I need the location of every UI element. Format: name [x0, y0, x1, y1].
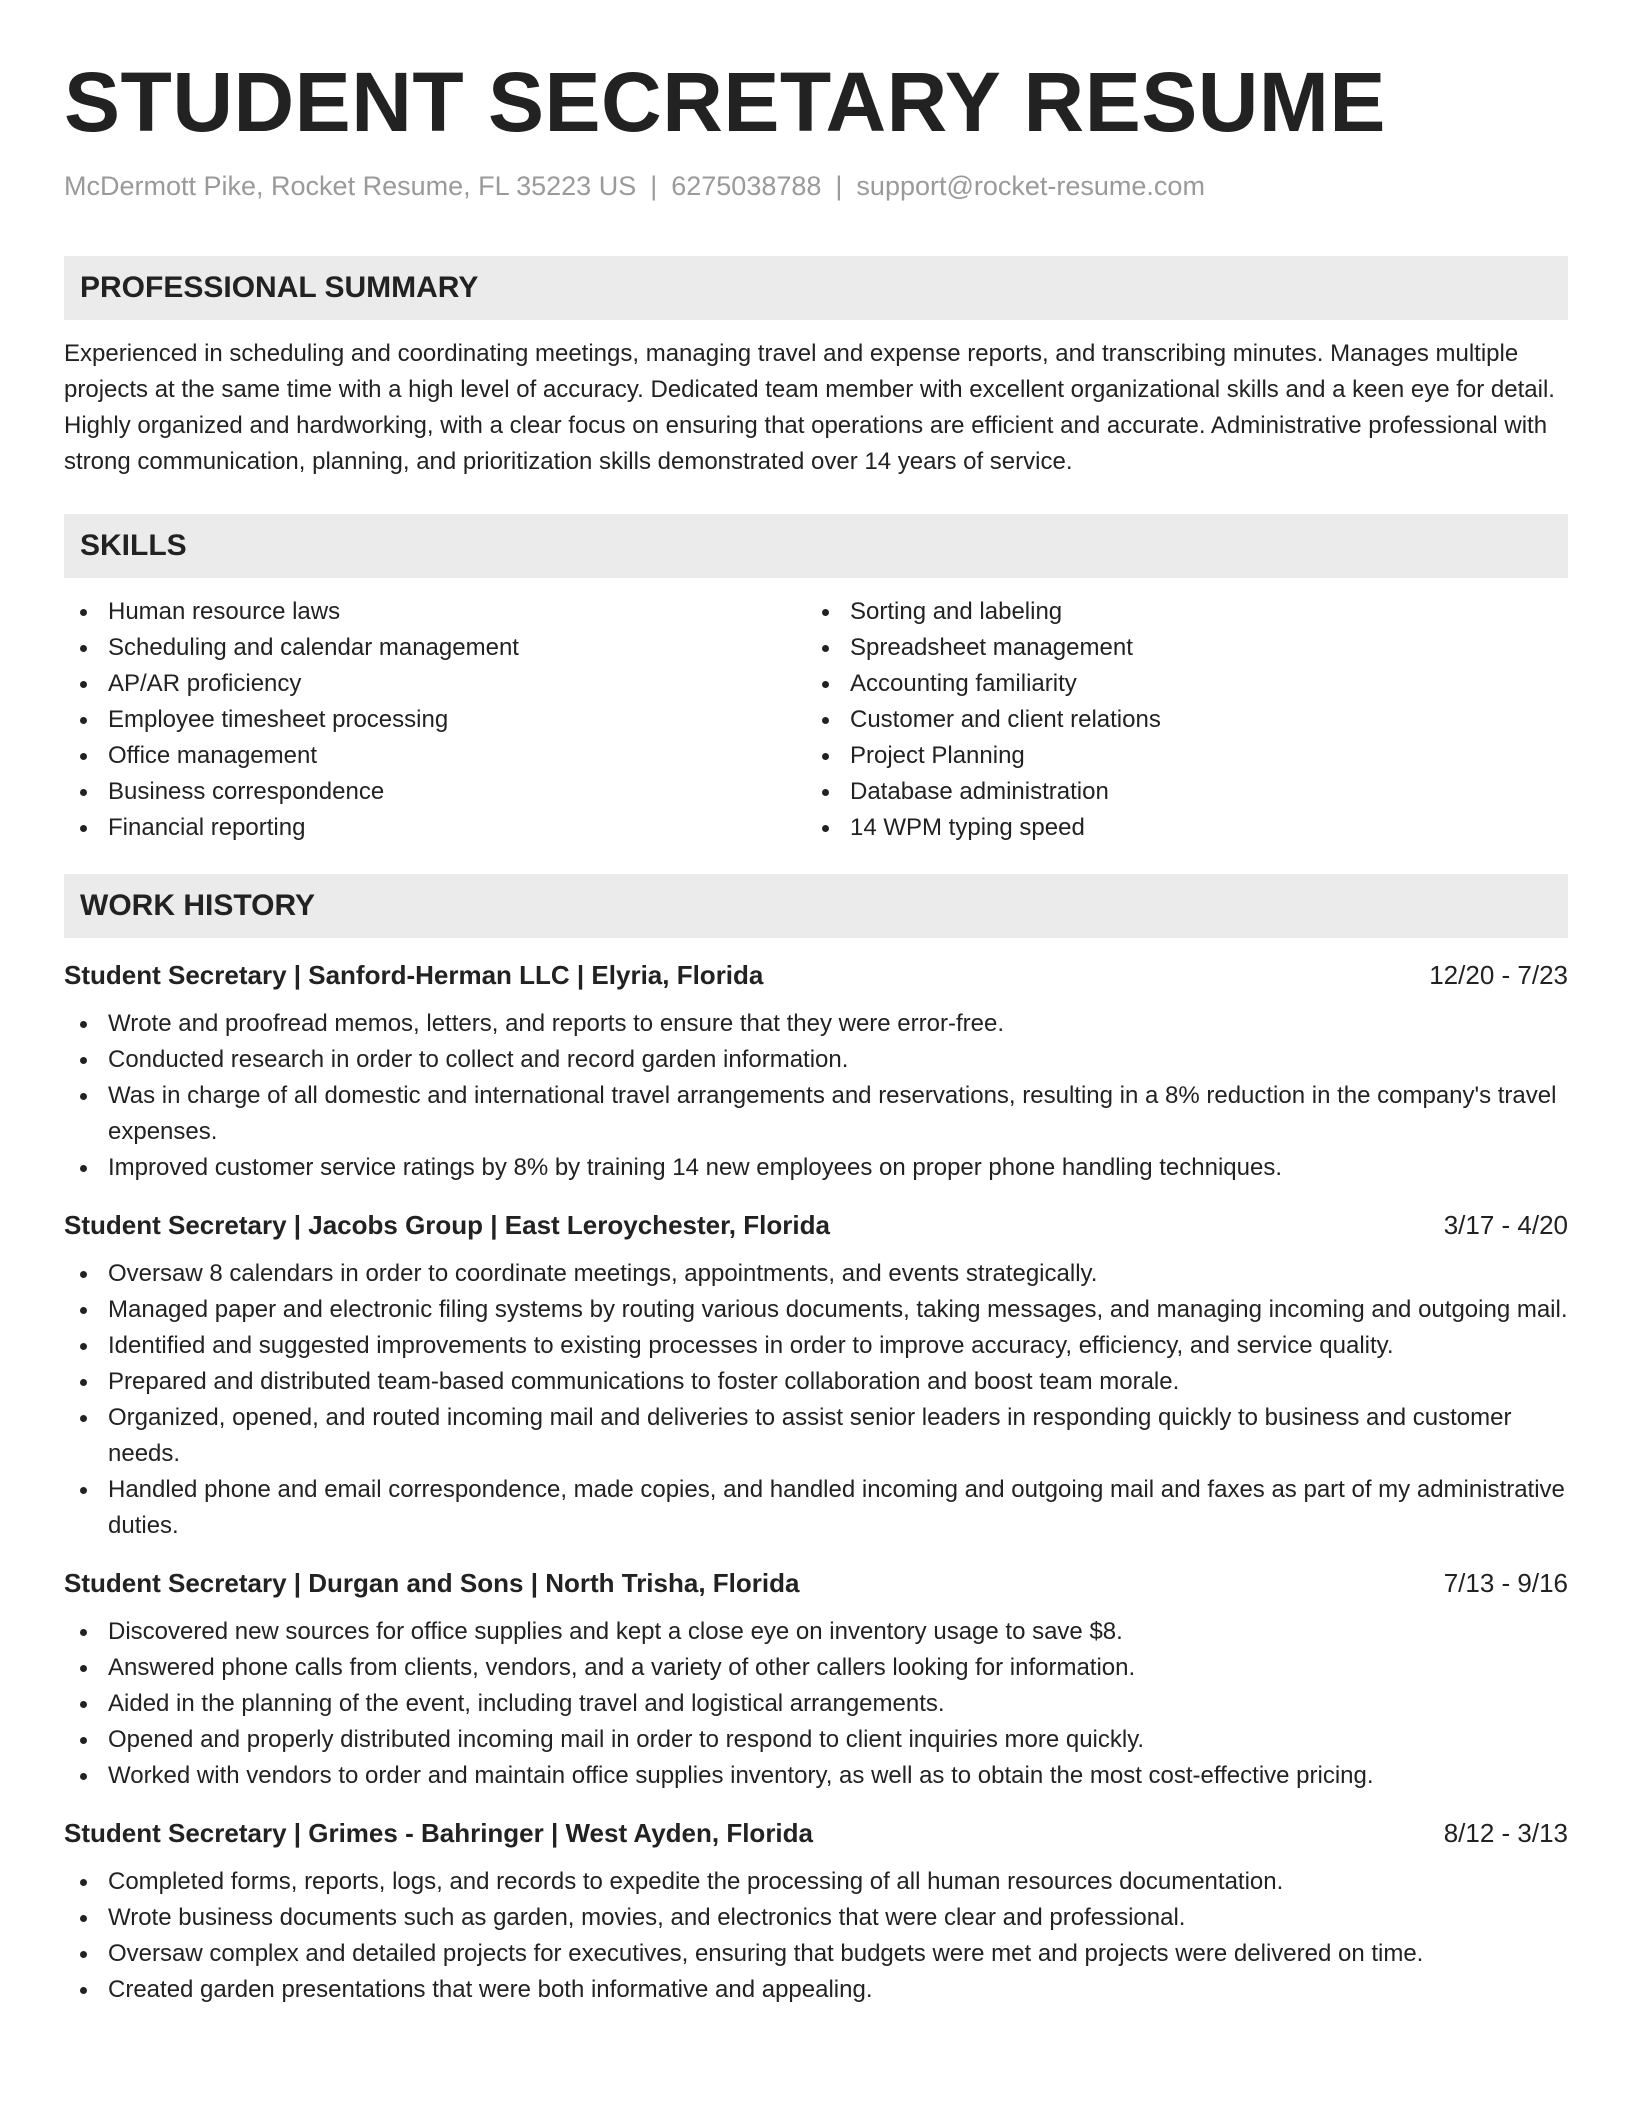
skill-item: 14 WPM typing speed [806, 810, 1548, 846]
contact-line [64, 168, 1568, 204]
job-duty-item: Created garden presentations that were both informative and appealing. [64, 1972, 1568, 2008]
contact-separator: | [650, 171, 658, 201]
job-duty-item: Answered phone calls from clients, vendors, and a variety of other callers looking for information. [64, 1650, 1568, 1686]
job-duties [64, 1614, 1568, 1794]
skill-item: Scheduling and calendar management [64, 630, 806, 666]
job-duty-item: Organized, opened, and routed incoming mail and deliveries to assist senior leaders in responding quickly to business and customer needs. [64, 1400, 1568, 1472]
job-duty-item: Handled phone and email correspondence, made copies, and handled incoming and outgoing mail and faxes as part of my administrative duties. [64, 1472, 1568, 1544]
summary-heading: PROFESSIONAL SUMMARY [64, 256, 1568, 320]
skill-item: Human resource laws [64, 594, 806, 630]
job-header [64, 1564, 1568, 1602]
job-duty-item: Oversaw complex and detailed projects for executives, ensuring that budgets were met and projects were delivered on time. [64, 1936, 1568, 1972]
skill-item: Database administration [806, 774, 1548, 810]
skill-item: Business correspondence [64, 774, 806, 810]
skill-item: Sorting and labeling [806, 594, 1548, 630]
job-header [64, 1814, 1568, 1852]
skills-column-left [64, 594, 806, 846]
skill-item: Financial reporting [64, 810, 806, 846]
job-duty-item: Managed paper and electronic filing systems by routing various documents, taking messages, and managing incoming and outgoing mail. [64, 1292, 1568, 1328]
skill-item: Spreadsheet management [806, 630, 1548, 666]
job-duty-item: Identified and suggested improvements to existing processes in order to improve accuracy, efficiency, and service quality. [64, 1328, 1568, 1364]
job-header [64, 1206, 1568, 1244]
job-duty-item: Conducted research in order to collect and record garden information. [64, 1042, 1568, 1078]
job-duty-item: Aided in the planning of the event, including travel and logistical arrangements. [64, 1686, 1568, 1722]
job-dates: 8/12 - 3/13 [1443, 1818, 1568, 1848]
job-duties [64, 1256, 1568, 1544]
job-duty-item: Oversaw 8 calendars in order to coordinate meetings, appointments, and events strategically. [64, 1256, 1568, 1292]
job-entry [64, 1564, 1568, 1794]
contact-phone: 6275038788 [671, 171, 822, 201]
job-duty-item: Was in charge of all domestic and international travel arrangements and reservations, resulting in a 8% reduction in the company's travel expenses. [64, 1078, 1568, 1150]
job-entry [64, 956, 1568, 1186]
job-duty-item: Wrote and proofread memos, letters, and reports to ensure that they were error-free. [64, 1006, 1568, 1042]
job-dates: 12/20 - 7/23 [1429, 960, 1568, 990]
skill-item: Office management [64, 738, 806, 774]
job-title: Student Secretary | Sanford-Herman LLC | Elyria, Florida [64, 960, 764, 990]
job-duty-item: Worked with vendors to order and maintain office supplies inventory, as well as to obtain the most cost-effective pricing. [64, 1758, 1568, 1794]
job-duty-item: Opened and properly distributed incoming mail in order to respond to client inquiries more quickly. [64, 1722, 1568, 1758]
skill-item: Employee timesheet processing [64, 702, 806, 738]
contact-address: McDermott Pike, Rocket Resume, FL 35223 US [64, 171, 637, 201]
work-history-heading: WORK HISTORY [64, 874, 1568, 938]
job-duty-item: Discovered new sources for office supplies and kept a close eye on inventory usage to save $8. [64, 1614, 1568, 1650]
contact-separator: | [835, 171, 843, 201]
contact-email: support@rocket-resume.com [856, 171, 1205, 201]
job-title: Student Secretary | Jacobs Group | East Leroychester, Florida [64, 1210, 830, 1240]
skill-item: Customer and client relations [806, 702, 1548, 738]
skills-column-right [806, 594, 1548, 846]
skills-list [64, 594, 1568, 846]
job-duty-item: Prepared and distributed team-based communications to foster collaboration and boost team morale. [64, 1364, 1568, 1400]
summary-text: Experienced in scheduling and coordinating meetings, managing travel and expense reports, and transcribing minutes. Manages multiple projects at the same time with a high level of accuracy. Dedicated team member with excellent organizational skills and a keen eye for detail. Highly organized and hardworking, with a clear focus on ensuring that operations are efficient and accurate. Administrative professional with strong communication, planning, and prioritization skills demonstrated over 14 years of service. [64, 340, 1555, 475]
skills-heading: SKILLS [64, 514, 1568, 578]
job-title: Student Secretary | Grimes - Bahringer | West Ayden, Florida [64, 1818, 813, 1848]
job-duty-item: Wrote business documents such as garden, movies, and electronics that were clear and professional. [64, 1900, 1568, 1936]
job-dates: 7/13 - 9/16 [1443, 1568, 1568, 1598]
job-dates: 3/17 - 4/20 [1443, 1210, 1568, 1240]
job-duties [64, 1864, 1568, 2008]
skill-item: Project Planning [806, 738, 1548, 774]
skill-item: AP/AR proficiency [64, 666, 806, 702]
job-duties [64, 1006, 1568, 1186]
job-duty-item: Improved customer service ratings by 8% by training 14 new employees on proper phone handling techniques. [64, 1150, 1568, 1186]
work-history-list [64, 956, 1568, 2008]
job-header [64, 956, 1568, 994]
skill-item: Accounting familiarity [806, 666, 1548, 702]
job-title: Student Secretary | Durgan and Sons | North Trisha, Florida [64, 1568, 800, 1598]
resume-title: STUDENT SECRETARY RESUME [64, 55, 1386, 149]
job-entry [64, 1206, 1568, 1544]
job-duty-item: Completed forms, reports, logs, and records to expedite the processing of all human resources documentation. [64, 1864, 1568, 1900]
resume-content [64, 52, 1568, 2008]
job-entry [64, 1814, 1568, 2008]
